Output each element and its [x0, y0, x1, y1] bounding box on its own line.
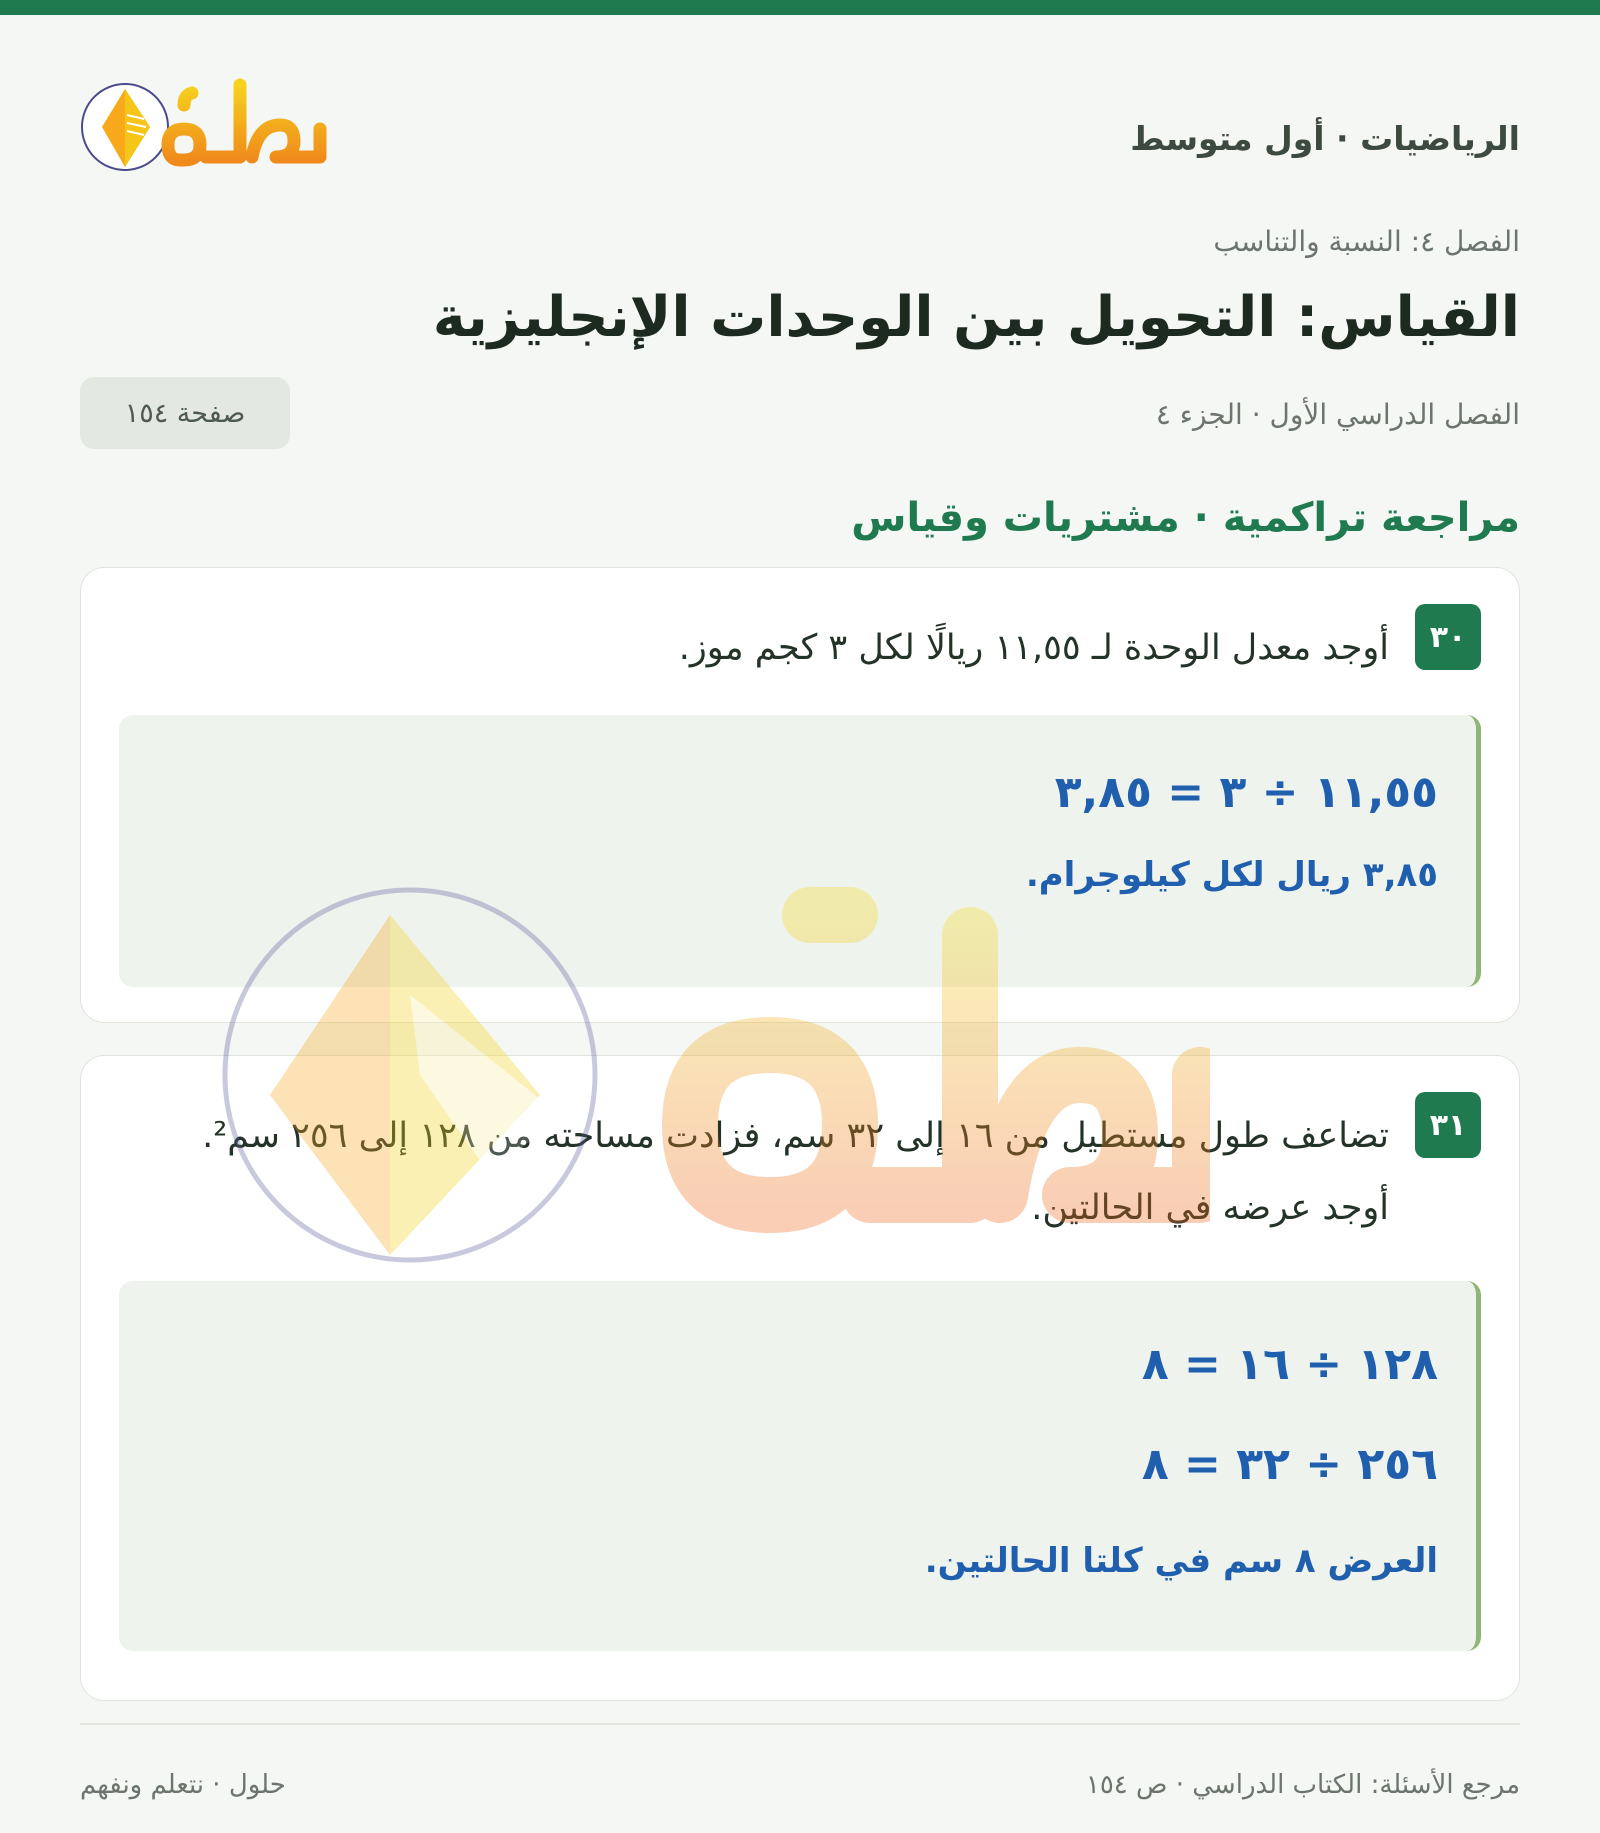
chapter-label: الفصل ٤: النسبة والتناسب	[1213, 225, 1520, 258]
question-card	[80, 1055, 1520, 1701]
footer-brand: حلول · نتعلم ونفهم	[80, 1770, 286, 1800]
subject-label: الرياضيات · أول متوسط	[1130, 119, 1520, 158]
page-title: القياس: التحويل بين الوحدات الإنجليزية	[432, 285, 1520, 350]
answer-box	[119, 1281, 1481, 1651]
hulul-logo[interactable]	[80, 65, 380, 185]
question-text: تضاعف طول مستطيل من ١٦ إلى ٣٢ سم، فزادت مساحته من ١٢٨ إلى ٢٥٦ سم². أوجد عرضه في الحالتين.	[202, 1116, 1389, 1228]
page	[80, 15, 1520, 1833]
footer-divider	[80, 1723, 1520, 1725]
answer-conclusion: العرض ٨ سم في كلتا الحالتين.	[924, 1541, 1438, 1581]
answer-equation: ١٢٨ ÷ ١٦ = ٨	[1141, 1339, 1438, 1390]
question-number: ٣٠	[1415, 604, 1481, 670]
question-card	[80, 567, 1520, 1023]
question-text: أوجد معدل الوحدة لـ ١١,٥٥ ريالًا لكل ٣ كجم موز.	[678, 628, 1389, 668]
top-accent-bar	[0, 0, 1600, 15]
header	[80, 65, 1520, 195]
footer-source: مرجع الأسئلة: الكتاب الدراسي · ص ١٥٤	[1085, 1770, 1520, 1800]
question-number: ٣١	[1415, 1092, 1481, 1158]
section-title: مراجعة تراكمية · مشتريات وقياس	[851, 495, 1520, 541]
page-number-badge: صفحة ١٥٤	[80, 377, 290, 449]
answer-conclusion: ٣,٨٥ ريال لكل كيلوجرام.	[1025, 855, 1438, 895]
answer-equation: ٢٥٦ ÷ ٣٢ = ٨	[1141, 1439, 1438, 1490]
answer-box	[119, 715, 1481, 987]
answer-equation: ١١,٥٥ ÷ ٣ = ٣,٨٥	[1054, 767, 1438, 818]
term-label: الفصل الدراسي الأول · الجزء ٤	[1155, 398, 1520, 431]
logo-icon	[80, 65, 380, 185]
